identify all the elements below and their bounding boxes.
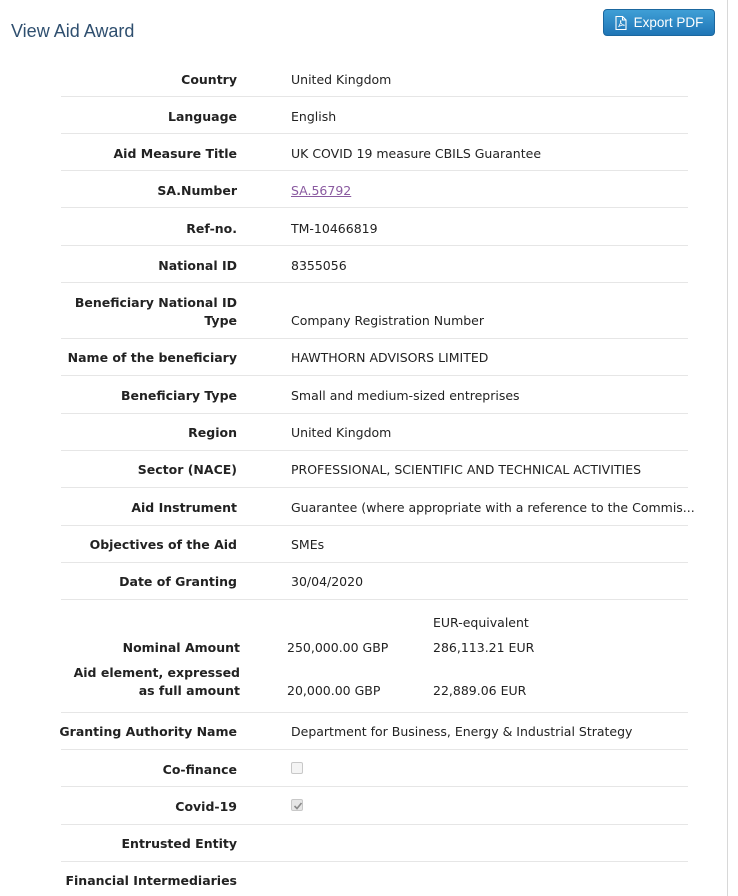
field-row-beneficiary-name — [61, 339, 688, 376]
field-value: 30/04/2020 — [291, 574, 364, 589]
page-title: View Aid Award — [11, 21, 135, 41]
field-row-ref-no — [61, 208, 688, 246]
field-value: English — [291, 109, 337, 124]
field-label: Objectives of the Aid — [89, 537, 237, 552]
nominal-amount-label: Nominal Amount — [122, 640, 240, 655]
field-label: Country — [181, 72, 237, 87]
field-label: SA.Number — [157, 183, 237, 198]
field-value: PROFESSIONAL, SCIENTIFIC AND TECHNICAL ACTIVITIES — [291, 462, 642, 477]
field-row-granting-authority — [61, 713, 688, 750]
field-value — [291, 182, 351, 200]
field-value: 8355056 — [291, 258, 347, 273]
field-label: Co-finance — [162, 762, 237, 777]
field-value: United Kingdom — [291, 425, 392, 440]
field-row-national-id — [61, 246, 688, 283]
field-label: Name of the beneficiary — [67, 350, 237, 365]
field-row-sa-number — [61, 171, 688, 208]
export-pdf-button[interactable] — [603, 9, 715, 36]
field-label: Financial Intermediaries — [65, 873, 237, 888]
field-value: United Kingdom — [291, 72, 392, 87]
aid-element-label: Aid element, expressed — [73, 665, 240, 680]
field-row-date-granting — [61, 563, 688, 600]
field-row-country — [61, 60, 688, 97]
field-label: Date of Granting — [119, 574, 237, 589]
field-label: Language — [167, 109, 237, 124]
field-label: Beneficiary Type — [120, 388, 237, 403]
eur-equivalent-header: EUR-equivalent — [433, 615, 529, 630]
aid-element-gbp: 20,000.00 GBP — [287, 683, 381, 698]
field-row-beneficiary-id-type — [61, 283, 688, 339]
field-row-language — [61, 97, 688, 134]
field-label: Ref-no. — [186, 221, 237, 236]
field-row-objectives — [61, 526, 688, 563]
field-value: Department for Business, Energy & Industrial Strategy — [291, 724, 633, 739]
covid19-checkbox[interactable] — [291, 799, 303, 811]
aid-element-label-line2: as full amount — [138, 683, 240, 698]
field-label: Region — [188, 425, 237, 440]
field-value: Company Registration Number — [291, 313, 485, 328]
field-row-aid-instrument — [61, 488, 695, 526]
amounts-block — [61, 600, 688, 713]
field-row-beneficiary-type — [61, 376, 688, 414]
pdf-file-icon — [615, 16, 627, 30]
nominal-amount-eur: 286,113.21 EUR — [433, 640, 535, 655]
field-label: Granting Authority Name — [59, 724, 237, 739]
aid-element-eur: 22,889.06 EUR — [433, 683, 527, 698]
field-value: TM-10466819 — [291, 221, 378, 236]
field-row-covid19 — [61, 787, 688, 825]
field-label: Entrusted Entity — [121, 836, 237, 851]
field-row-entrusted-entity — [61, 825, 688, 862]
sa-number-link[interactable]: SA.56792 — [291, 183, 352, 198]
field-label: Aid Instrument — [131, 500, 237, 515]
field-label: National ID — [158, 258, 237, 273]
field-row-financial-intermediaries — [61, 862, 688, 896]
field-label: Aid Measure Title — [113, 146, 237, 161]
export-pdf-label: Export PDF — [633, 15, 704, 30]
field-value: HAWTHORN ADVISORS LIMITED — [291, 350, 489, 365]
nominal-amount-gbp: 250,000.00 GBP — [287, 640, 389, 655]
checkmark-icon — [293, 801, 303, 811]
co-finance-checkbox[interactable] — [291, 762, 303, 774]
field-value: SMEs — [291, 537, 325, 552]
field-row-sector — [61, 451, 688, 488]
field-label-line2: Type — [204, 313, 237, 328]
field-value: Guarantee (where appropriate with a reference to the Commis... — [291, 500, 695, 515]
field-value: UK COVID 19 measure CBILS Guarantee — [291, 146, 542, 161]
field-label: Covid-19 — [175, 799, 237, 814]
field-value: Small and medium-sized entreprises — [291, 388, 520, 403]
field-label: Beneficiary National ID — [74, 295, 237, 310]
field-row-co-finance — [61, 750, 688, 787]
page-right-border — [727, 0, 728, 896]
field-label: Sector (NACE) — [137, 462, 237, 477]
field-row-region — [61, 414, 688, 451]
field-row-measure-title — [61, 134, 688, 171]
